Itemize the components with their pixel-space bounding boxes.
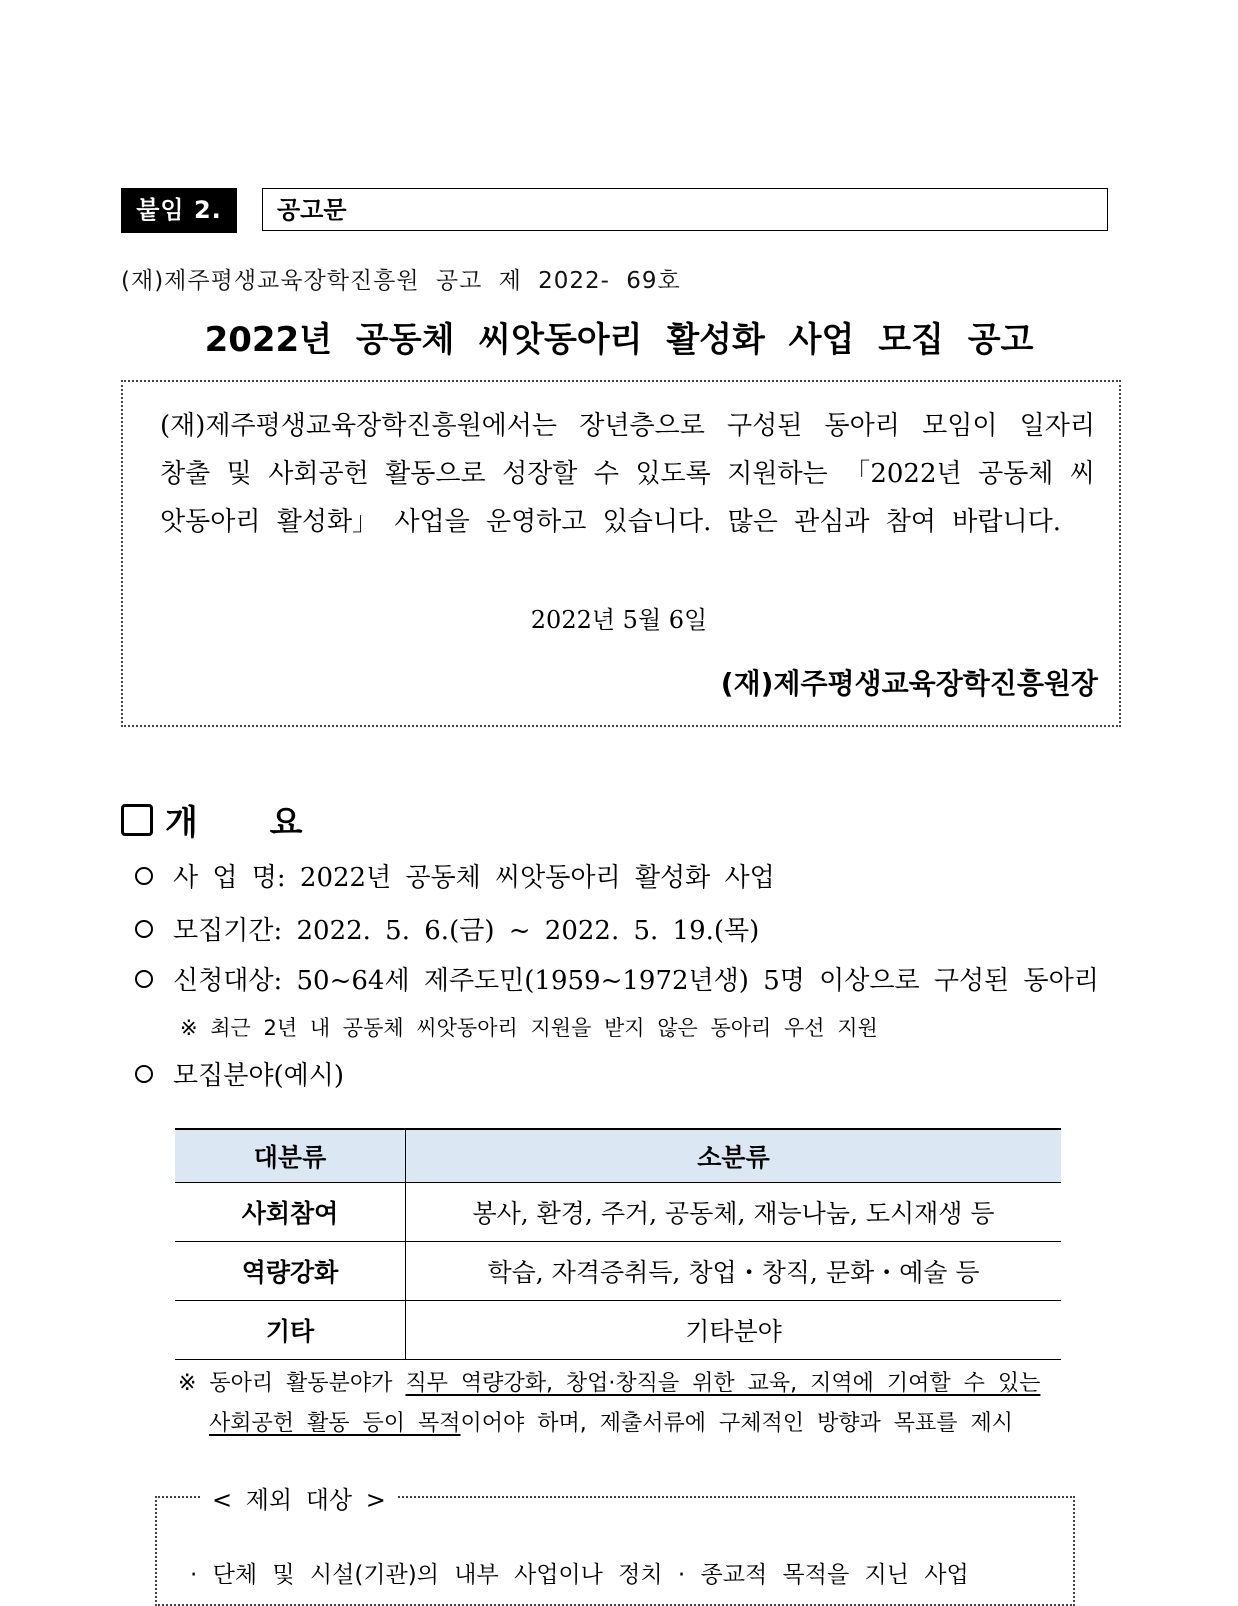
table-cell-major: 기타 xyxy=(175,1301,406,1360)
notice-number: (재)제주평생교육장학진흥원 공고 제 2022- 69호 xyxy=(121,268,681,294)
overview-item xyxy=(135,1055,344,1092)
section-heading-overview xyxy=(121,795,303,844)
table-header-major: 대분류 xyxy=(175,1129,406,1183)
overview-item-text: 사 업 명: 2022년 공동체 씨앗동아리 활성화 사업 xyxy=(173,863,775,893)
exclusion-label: < 제외 대상 > xyxy=(200,1480,398,1515)
table-row xyxy=(175,1301,1061,1360)
table-header-row xyxy=(175,1129,1061,1183)
circle-bullet-icon xyxy=(135,1065,153,1083)
section-title: 개 요 xyxy=(165,803,303,843)
announcement-body: (재)제주평생교육장학진흥원에서는 장년층으로 구성된 동아리 모임이 일자리 창출 및 사회공헌 활동으로 성장할 수 있도록 지원하는 「2022년 공동체 씨앗동아리 활성화」 사업을 운영하고 있습니다. 많은 관심과 참여 바랍니다. xyxy=(160,411,1095,537)
table-cell-minor: 봉사, 환경, 주거, 공동체, 재능나눔, 도시재생 등 xyxy=(406,1183,1062,1242)
circle-bullet-icon xyxy=(135,920,153,938)
table-cell-minor: 학습, 자격증취득, 창업・창직, 문화・예술 등 xyxy=(406,1242,1062,1301)
circle-bullet-icon xyxy=(135,867,153,885)
table-cell-major: 사회참여 xyxy=(175,1183,406,1242)
overview-item xyxy=(135,960,1099,997)
page-title: 2022년 공동체 씨앗동아리 활성화 사업 모집 공고 xyxy=(204,320,1034,360)
table-cell-minor: 기타분야 xyxy=(406,1301,1062,1360)
target-note: ※ 최근 2년 내 공동체 씨앗동아리 지원을 받지 않은 동아리 우선 지원 xyxy=(180,1016,878,1040)
checkbox-icon xyxy=(121,804,153,836)
table-note-line-2 xyxy=(209,1406,1013,1437)
attachment-title: 공고문 xyxy=(262,188,1108,231)
exclusion-item: · 단체 및 시설(기관)의 내부 사업이나 정치 · 종교적 목적을 지닌 사업 xyxy=(190,1562,969,1588)
table-row xyxy=(175,1242,1061,1301)
table-cell-major: 역량강화 xyxy=(175,1242,406,1301)
overview-item xyxy=(135,910,759,947)
table-note-prefix: ※ 동아리 활동분야가 xyxy=(178,1371,406,1396)
table-note-underlined: 사회공헌 활동 등이 목적 xyxy=(209,1411,461,1436)
category-table xyxy=(175,1128,1061,1360)
overview-item-text: 모집분야(예시) xyxy=(173,1061,344,1091)
table-note-underlined: 직무 역량강화, 창업·창직을 위한 교육, 지역에 기여할 수 있는 xyxy=(405,1371,1041,1396)
overview-item xyxy=(135,857,775,894)
attachment-label: 붙임 2. xyxy=(121,188,237,233)
overview-item-text: 모집기간: 2022. 5. 6.(금) ~ 2022. 5. 19.(목) xyxy=(173,916,760,946)
announcement-signature: (재)제주평생교육장학진흥원장 xyxy=(720,667,1098,700)
announcement-date: 2022년 5월 6일 xyxy=(530,606,708,634)
table-note-suffix: 이어야 하며, 제출서류에 구체적인 방향과 목표를 제시 xyxy=(460,1411,1014,1436)
circle-bullet-icon xyxy=(135,970,153,988)
overview-item-text: 신청대상: 50~64세 제주도민(1959~1972년생) 5명 이상으로 구성된 동아리 xyxy=(173,966,1099,996)
table-row xyxy=(175,1183,1061,1242)
table-header-minor: 소분류 xyxy=(406,1129,1062,1183)
table-note-line-1 xyxy=(178,1366,1040,1397)
